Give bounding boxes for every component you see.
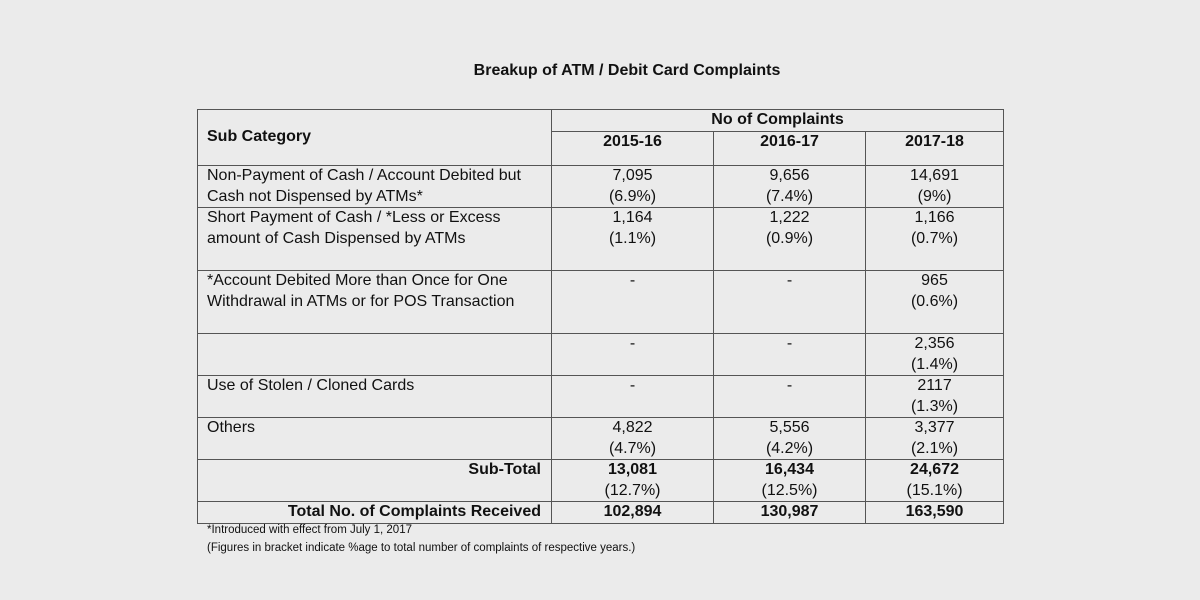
percent: (12.7%): [604, 481, 661, 499]
value-cell-2015-16: [552, 418, 714, 460]
total-cell-2015-16: 102,894: [552, 502, 714, 524]
percent: (0.7%): [910, 229, 959, 247]
footnote-introduced: *Introduced with effect from July 1, 2017: [207, 524, 412, 536]
total-row: [198, 502, 1004, 524]
header-sub-category: Sub Category: [198, 110, 552, 166]
percent: (7.4%): [765, 187, 814, 205]
subtotal-label: Sub-Total: [198, 460, 552, 502]
percent: (6.9%): [608, 187, 657, 205]
header-year-2016-17: 2016-17: [714, 132, 866, 166]
count: 24,672: [910, 461, 959, 478]
count: -: [629, 335, 636, 352]
footnote-figures-in-bracket: (Figures in bracket indicate %age to total number of complaints of respective years.): [207, 542, 636, 554]
percent: (1.4%): [910, 355, 959, 373]
value-cell-2016-17: [714, 334, 866, 376]
category-cell: Use of Stolen / Cloned Cards: [198, 376, 552, 418]
subtotal-cell-2015-16: [552, 460, 714, 502]
percent: (1.1%): [608, 229, 657, 247]
value-cell-2017-18: [866, 271, 1004, 334]
total-label: Total No. of Complaints Received: [198, 502, 552, 524]
table-row: [198, 418, 1004, 460]
count: 1,166: [914, 209, 955, 226]
value-cell-2016-17: [714, 376, 866, 418]
value-cell-2016-17: [714, 418, 866, 460]
count: 965: [921, 272, 948, 289]
count: 2,356: [914, 335, 955, 352]
count: 7,095: [612, 167, 653, 184]
value-cell-2017-18: [866, 418, 1004, 460]
count: 1,164: [612, 209, 653, 226]
count: -: [629, 272, 636, 289]
percent: (12.5%): [761, 481, 818, 499]
value-cell-2017-18: [866, 376, 1004, 418]
count: 16,434: [765, 461, 814, 478]
category-cell: Others: [198, 418, 552, 460]
table-row: [198, 376, 1004, 418]
count: 13,081: [608, 461, 657, 478]
table-row: [198, 166, 1004, 208]
percent: (0.9%): [765, 229, 814, 247]
count: 2117: [917, 377, 952, 394]
value-cell-2015-16: [552, 166, 714, 208]
category-cell: [198, 334, 552, 376]
count: -: [629, 377, 636, 394]
header-year-2017-18: 2017-18: [866, 132, 1004, 166]
percent: (4.7%): [608, 439, 657, 457]
table-title: Breakup of ATM / Debit Card Complaints: [473, 62, 781, 79]
count: -: [786, 335, 793, 352]
category-cell: *Account Debited More than Once for One Withdrawal in ATMs or for POS Transaction: [198, 271, 552, 334]
category-cell: Short Payment of Cash / *Less or Excess amount of Cash Dispensed by ATMs: [198, 208, 552, 271]
total-cell-2017-18: 163,590: [866, 502, 1004, 524]
value-cell-2015-16: [552, 208, 714, 271]
header-no-of-complaints: No of Complaints: [552, 110, 1004, 132]
header-year-2015-16: 2015-16: [552, 132, 714, 166]
value-cell-2015-16: [552, 334, 714, 376]
percent: (9%): [917, 187, 952, 205]
value-cell-2017-18: [866, 208, 1004, 271]
count: 1,222: [769, 209, 810, 226]
table-row: [198, 334, 1004, 376]
complaints-table: [197, 109, 1004, 524]
total-cell-2016-17: 130,987: [714, 502, 866, 524]
count: -: [786, 272, 793, 289]
table-row: [198, 271, 1004, 334]
table-row: [198, 208, 1004, 271]
category-cell: Non-Payment of Cash / Account Debited but Cash not Dispensed by ATMs*: [198, 166, 552, 208]
value-cell-2016-17: [714, 208, 866, 271]
subtotal-cell-2017-18: [866, 460, 1004, 502]
value-cell-2017-18: [866, 166, 1004, 208]
percent: (0.6%): [910, 292, 959, 310]
count: 3,377: [914, 419, 955, 436]
percent: (1.3%): [910, 397, 959, 415]
value-cell-2017-18: [866, 334, 1004, 376]
subtotal-cell-2016-17: [714, 460, 866, 502]
percent: (15.1%): [906, 481, 963, 499]
count: 14,691: [910, 167, 959, 184]
value-cell-2016-17: [714, 271, 866, 334]
percent: (4.2%): [765, 439, 814, 457]
percent: (2.1%): [910, 439, 959, 457]
value-cell-2015-16: [552, 376, 714, 418]
count: -: [786, 377, 793, 394]
count: 5,556: [769, 419, 810, 436]
value-cell-2016-17: [714, 166, 866, 208]
count: 4,822: [612, 419, 653, 436]
count: 9,656: [769, 167, 810, 184]
value-cell-2015-16: [552, 271, 714, 334]
subtotal-row: [198, 460, 1004, 502]
